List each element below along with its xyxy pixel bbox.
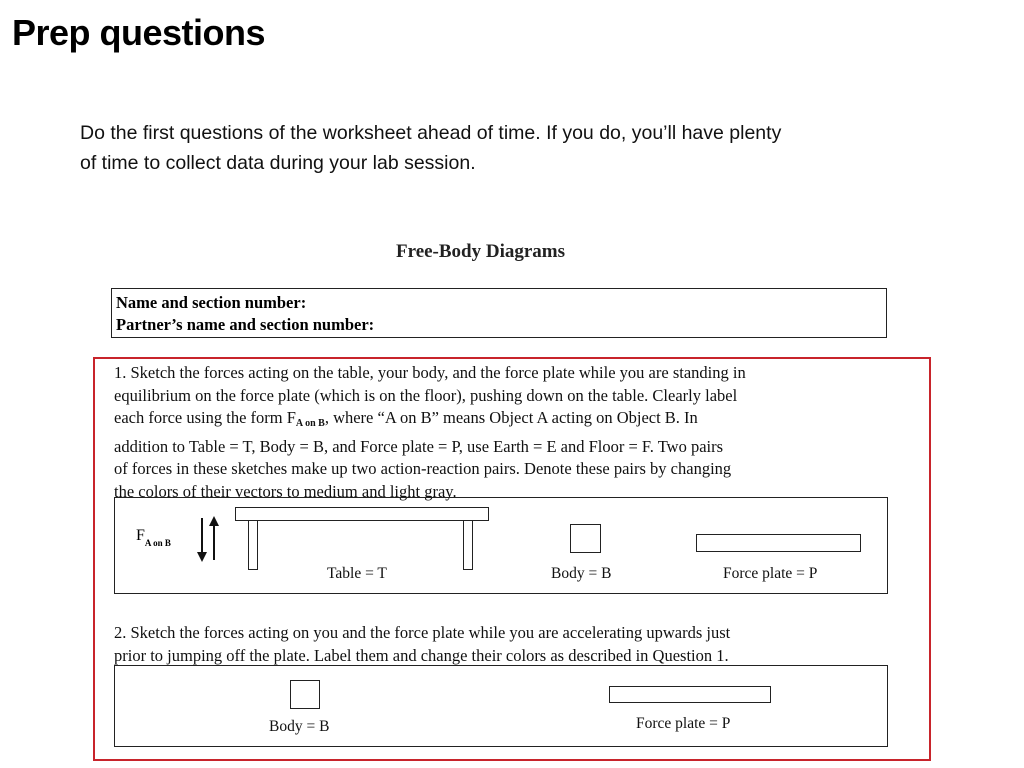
body-label-q1: Body = B bbox=[551, 565, 612, 582]
q1-line-3 bbox=[114, 407, 904, 436]
q1-line-3-b: , where “A on B” means Object A acting on Object B. In bbox=[324, 408, 698, 427]
table-leg-left bbox=[248, 520, 258, 570]
force-symbol: F bbox=[136, 527, 145, 544]
intro-line-2: of time to collect data during your lab session. bbox=[80, 152, 476, 174]
table-label: Table = T bbox=[327, 565, 387, 582]
q1-line-5: of forces in these sketches make up two action-reaction pairs. Denote these pairs by changing bbox=[114, 459, 732, 478]
force-arrows-icon bbox=[194, 514, 224, 564]
force-notation-label bbox=[136, 527, 171, 548]
worksheet-title: Free-Body Diagrams bbox=[396, 241, 566, 262]
q1-line-4: addition to Table = T, Body = B, and Force plate = P, use Earth = E and Floor = F. Two pairs bbox=[114, 436, 724, 456]
force-subscript: A on B bbox=[144, 538, 171, 548]
q2-line-2: prior to jumping off the plate. Label them and change their colors as described in Question 1. bbox=[114, 645, 729, 665]
partner-label: Partner’s name and section number: bbox=[116, 315, 375, 334]
q2-line-1: 2. Sketch the forces acting on you and the force plate while you are accelerating upwards just bbox=[114, 623, 731, 642]
q1-line-6: the colors of their vectors to medium and light gray. bbox=[114, 481, 457, 501]
question-2-text bbox=[114, 622, 904, 667]
table-top bbox=[235, 507, 489, 521]
name-label: Name and section number: bbox=[116, 293, 307, 312]
body-label-q2: Body = B bbox=[269, 718, 330, 735]
intro-line-1: Do the first questions of the worksheet ahead of time. If you do, you’ll have plenty bbox=[80, 122, 782, 144]
body-square-q2 bbox=[290, 680, 320, 709]
force-plate-label-q1: Force plate = P bbox=[723, 565, 818, 582]
q1-line-2: equilibrium on the force plate (which is on the floor), pushing down on the table. Clearly label bbox=[114, 385, 738, 405]
q1-line-3-sub: A on B bbox=[295, 418, 325, 429]
force-plate-q2 bbox=[609, 686, 771, 703]
name-section-box bbox=[111, 288, 887, 338]
body-square-q1 bbox=[570, 524, 601, 553]
table-leg-right bbox=[463, 520, 473, 570]
q1-line-1: 1. Sketch the forces acting on the table, your body, and the force plate while you are standing in bbox=[114, 363, 746, 382]
q1-line-3-a: each force using the form F bbox=[114, 408, 296, 427]
slide-title: Prep questions bbox=[12, 12, 266, 53]
question-2-sketch-area bbox=[114, 665, 888, 747]
intro-text bbox=[80, 118, 960, 178]
question-1-text bbox=[114, 362, 904, 503]
force-plate-q1 bbox=[696, 534, 861, 552]
force-plate-label-q2: Force plate = P bbox=[636, 715, 731, 732]
